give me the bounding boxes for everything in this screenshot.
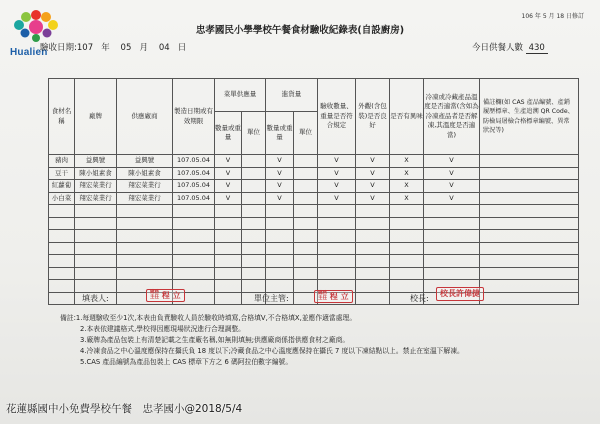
brand-cell: 翔宏菜業行 [75, 192, 117, 205]
qty-check-cell: V [318, 180, 356, 193]
day-unit: 日 [177, 43, 187, 53]
filler-stamp-name: 程 立 [161, 291, 181, 301]
brand-cell: 陳小姐素食 [75, 167, 117, 180]
table-row [49, 255, 579, 268]
table-row [49, 242, 579, 255]
header-appearance: 外觀(含包裝)是否良好 [356, 79, 390, 155]
recv-unit-cell [294, 180, 318, 193]
form-title: 忠孝國民小學學校午餐食材驗收紀錄表(自設廚房) [195, 25, 405, 36]
order-check-cell: V [215, 180, 242, 193]
filler-stamp-prefix: 總務主任 [150, 290, 159, 300]
notes-block [60, 313, 580, 368]
watermark-caption: 花蓮縣國中小免費學校午餐 忠孝國小@2018/5/4 [6, 403, 243, 415]
order-unit-cell [242, 192, 266, 205]
cold-check-cell: V [424, 155, 480, 168]
note-line: 3.廠牌為產品包裝上有清楚記載之生產廠名稱,如無則填無;供應廠商係指供應食材之廠商。 [80, 336, 350, 344]
note-line: 5.CAS 產品編號為產品包裝上 CAS 標章下方之 6 碼阿拉伯數字編號。 [80, 358, 293, 366]
table-row [49, 192, 579, 205]
header-remarks: 備註欄(如 CAS 產品編號、產銷履歷標章、生產追溯 QR Code、防檢局屠檢合格標章編號、異常狀況等) [480, 79, 579, 155]
supplier-cell: 翔宏菜業行 [117, 180, 173, 193]
order-check-cell: V [215, 167, 242, 180]
order-unit-cell [242, 167, 266, 180]
note-line: 2.本表依建議格式,學校得因應現場狀況進行合理調整。 [80, 325, 245, 333]
supervisor-label: 單位主管: [254, 294, 289, 303]
supervisor-signature [254, 293, 289, 304]
date-cell: 107.05.04 [173, 192, 215, 205]
recv-check-cell: V [266, 167, 294, 180]
remarks-cell [480, 155, 579, 168]
remarks-cell [480, 167, 579, 180]
header-brand: 廠牌 [75, 79, 117, 155]
inspection-table [48, 78, 579, 305]
order-check-cell: V [215, 155, 242, 168]
servings [472, 41, 548, 54]
table-row [49, 205, 579, 218]
qty-check-cell: V [318, 155, 356, 168]
header-order-qty: 菜單供應量 [215, 79, 266, 112]
servings-label: 今日供餐人數 [472, 43, 524, 53]
table-row [49, 267, 579, 280]
brand-cell: 翔宏菜業行 [75, 180, 117, 193]
header-recv-unit: 單位 [294, 112, 318, 155]
date-cell: 107.05.04 [173, 180, 215, 193]
qty-check-cell: V [318, 167, 356, 180]
odor-check-cell: X [390, 180, 424, 193]
principal-stamp [436, 287, 484, 301]
month-unit: 月 [139, 43, 148, 53]
header-order-unit: 單位 [242, 112, 266, 155]
header-recv-qty-sub: 數量或重量 [266, 112, 294, 155]
date-cell: 107.05.04 [173, 167, 215, 180]
cold-check-cell: V [424, 192, 480, 205]
supervisor-stamp-name: 程 立 [329, 292, 349, 302]
principal-stamp-name: 校長許偉捷 [440, 289, 480, 298]
cold-check-cell: V [424, 167, 480, 180]
recv-check-cell: V [266, 192, 294, 205]
month-value: 05 [120, 43, 132, 53]
header-cold-chain: 冷凍或冷藏產品溫度是否適當(含如為冷凍產品者是否解凍,其溫度是否適當) [424, 79, 480, 155]
food-name-cell: 豬肉 [49, 155, 75, 168]
servings-value: 430 [526, 43, 548, 54]
revision-date: 106 年 5 月 18 日修訂 [521, 13, 584, 20]
recv-check-cell: V [266, 155, 294, 168]
look-check-cell: V [356, 155, 390, 168]
filler-label: 填表人: [82, 294, 109, 303]
supervisor-stamp [314, 290, 353, 303]
day-value: 04 [158, 43, 170, 53]
year-value: 107 [76, 43, 94, 53]
odor-check-cell: X [390, 155, 424, 168]
header-food-name: 食材名稱 [49, 79, 75, 155]
year-unit: 年 [101, 43, 110, 53]
date-cell: 107.05.04 [173, 155, 215, 168]
inspection-date-label: 驗收日期: [40, 43, 77, 53]
look-check-cell: V [356, 167, 390, 180]
supervisor-stamp-prefix: 總務主任 [318, 291, 327, 301]
odor-check-cell: X [390, 192, 424, 205]
food-name-cell: 豆干 [49, 167, 75, 180]
principal-label: 校長: [410, 294, 429, 303]
remarks-cell [480, 180, 579, 193]
brand-cell: 益興號 [75, 155, 117, 168]
supplier-cell: 翔宏菜業行 [117, 192, 173, 205]
order-unit-cell [242, 155, 266, 168]
note-line: 備註:1.每週驗收至少1次,本表由負責驗收人員於驗收時填寫,合格填V,不合格填X,並應作適當處理。 [60, 314, 357, 322]
odor-check-cell: X [390, 167, 424, 180]
note-line: 4.冷凍食品之中心溫度應保持在攝氏負 18 度以下;冷藏食品之中心溫度應保持在攝氏 7 度以下凍結點以上。禁止在室溫下解凍。 [80, 347, 464, 355]
header-order-qty-sub: 數量或重量 [215, 112, 242, 155]
table-row [49, 167, 579, 180]
supplier-cell: 陳小姐素食 [117, 167, 173, 180]
supplier-cell: 益興號 [117, 155, 173, 168]
cold-check-cell: V [424, 180, 480, 193]
filler-signature [82, 293, 109, 304]
inspection-date [40, 41, 186, 53]
order-unit-cell [242, 180, 266, 193]
logo-text: Hualien [10, 47, 48, 58]
table-row [49, 155, 579, 168]
food-name-cell: 小白菜 [49, 192, 75, 205]
table-row [49, 180, 579, 193]
remarks-cell [480, 192, 579, 205]
qty-check-cell: V [318, 192, 356, 205]
filler-stamp [146, 289, 185, 302]
header-supplier: 供應廠商 [117, 79, 173, 155]
look-check-cell: V [356, 192, 390, 205]
food-name-cell: 紅蘿蔔 [49, 180, 75, 193]
recv-check-cell: V [266, 180, 294, 193]
look-check-cell: V [356, 180, 390, 193]
recv-unit-cell [294, 167, 318, 180]
header-odor: 是否有異味 [390, 79, 424, 155]
recv-unit-cell [294, 192, 318, 205]
principal-signature [410, 293, 429, 304]
table-row [49, 217, 579, 230]
order-check-cell: V [215, 192, 242, 205]
table-row [49, 230, 579, 243]
header-recv-qty: 進貨量 [266, 79, 318, 112]
recv-unit-cell [294, 155, 318, 168]
header-mfg-date: 製造日期或有效期限 [173, 79, 215, 155]
header-check-qty: 驗收數量、重量是否符合規定 [318, 79, 356, 155]
